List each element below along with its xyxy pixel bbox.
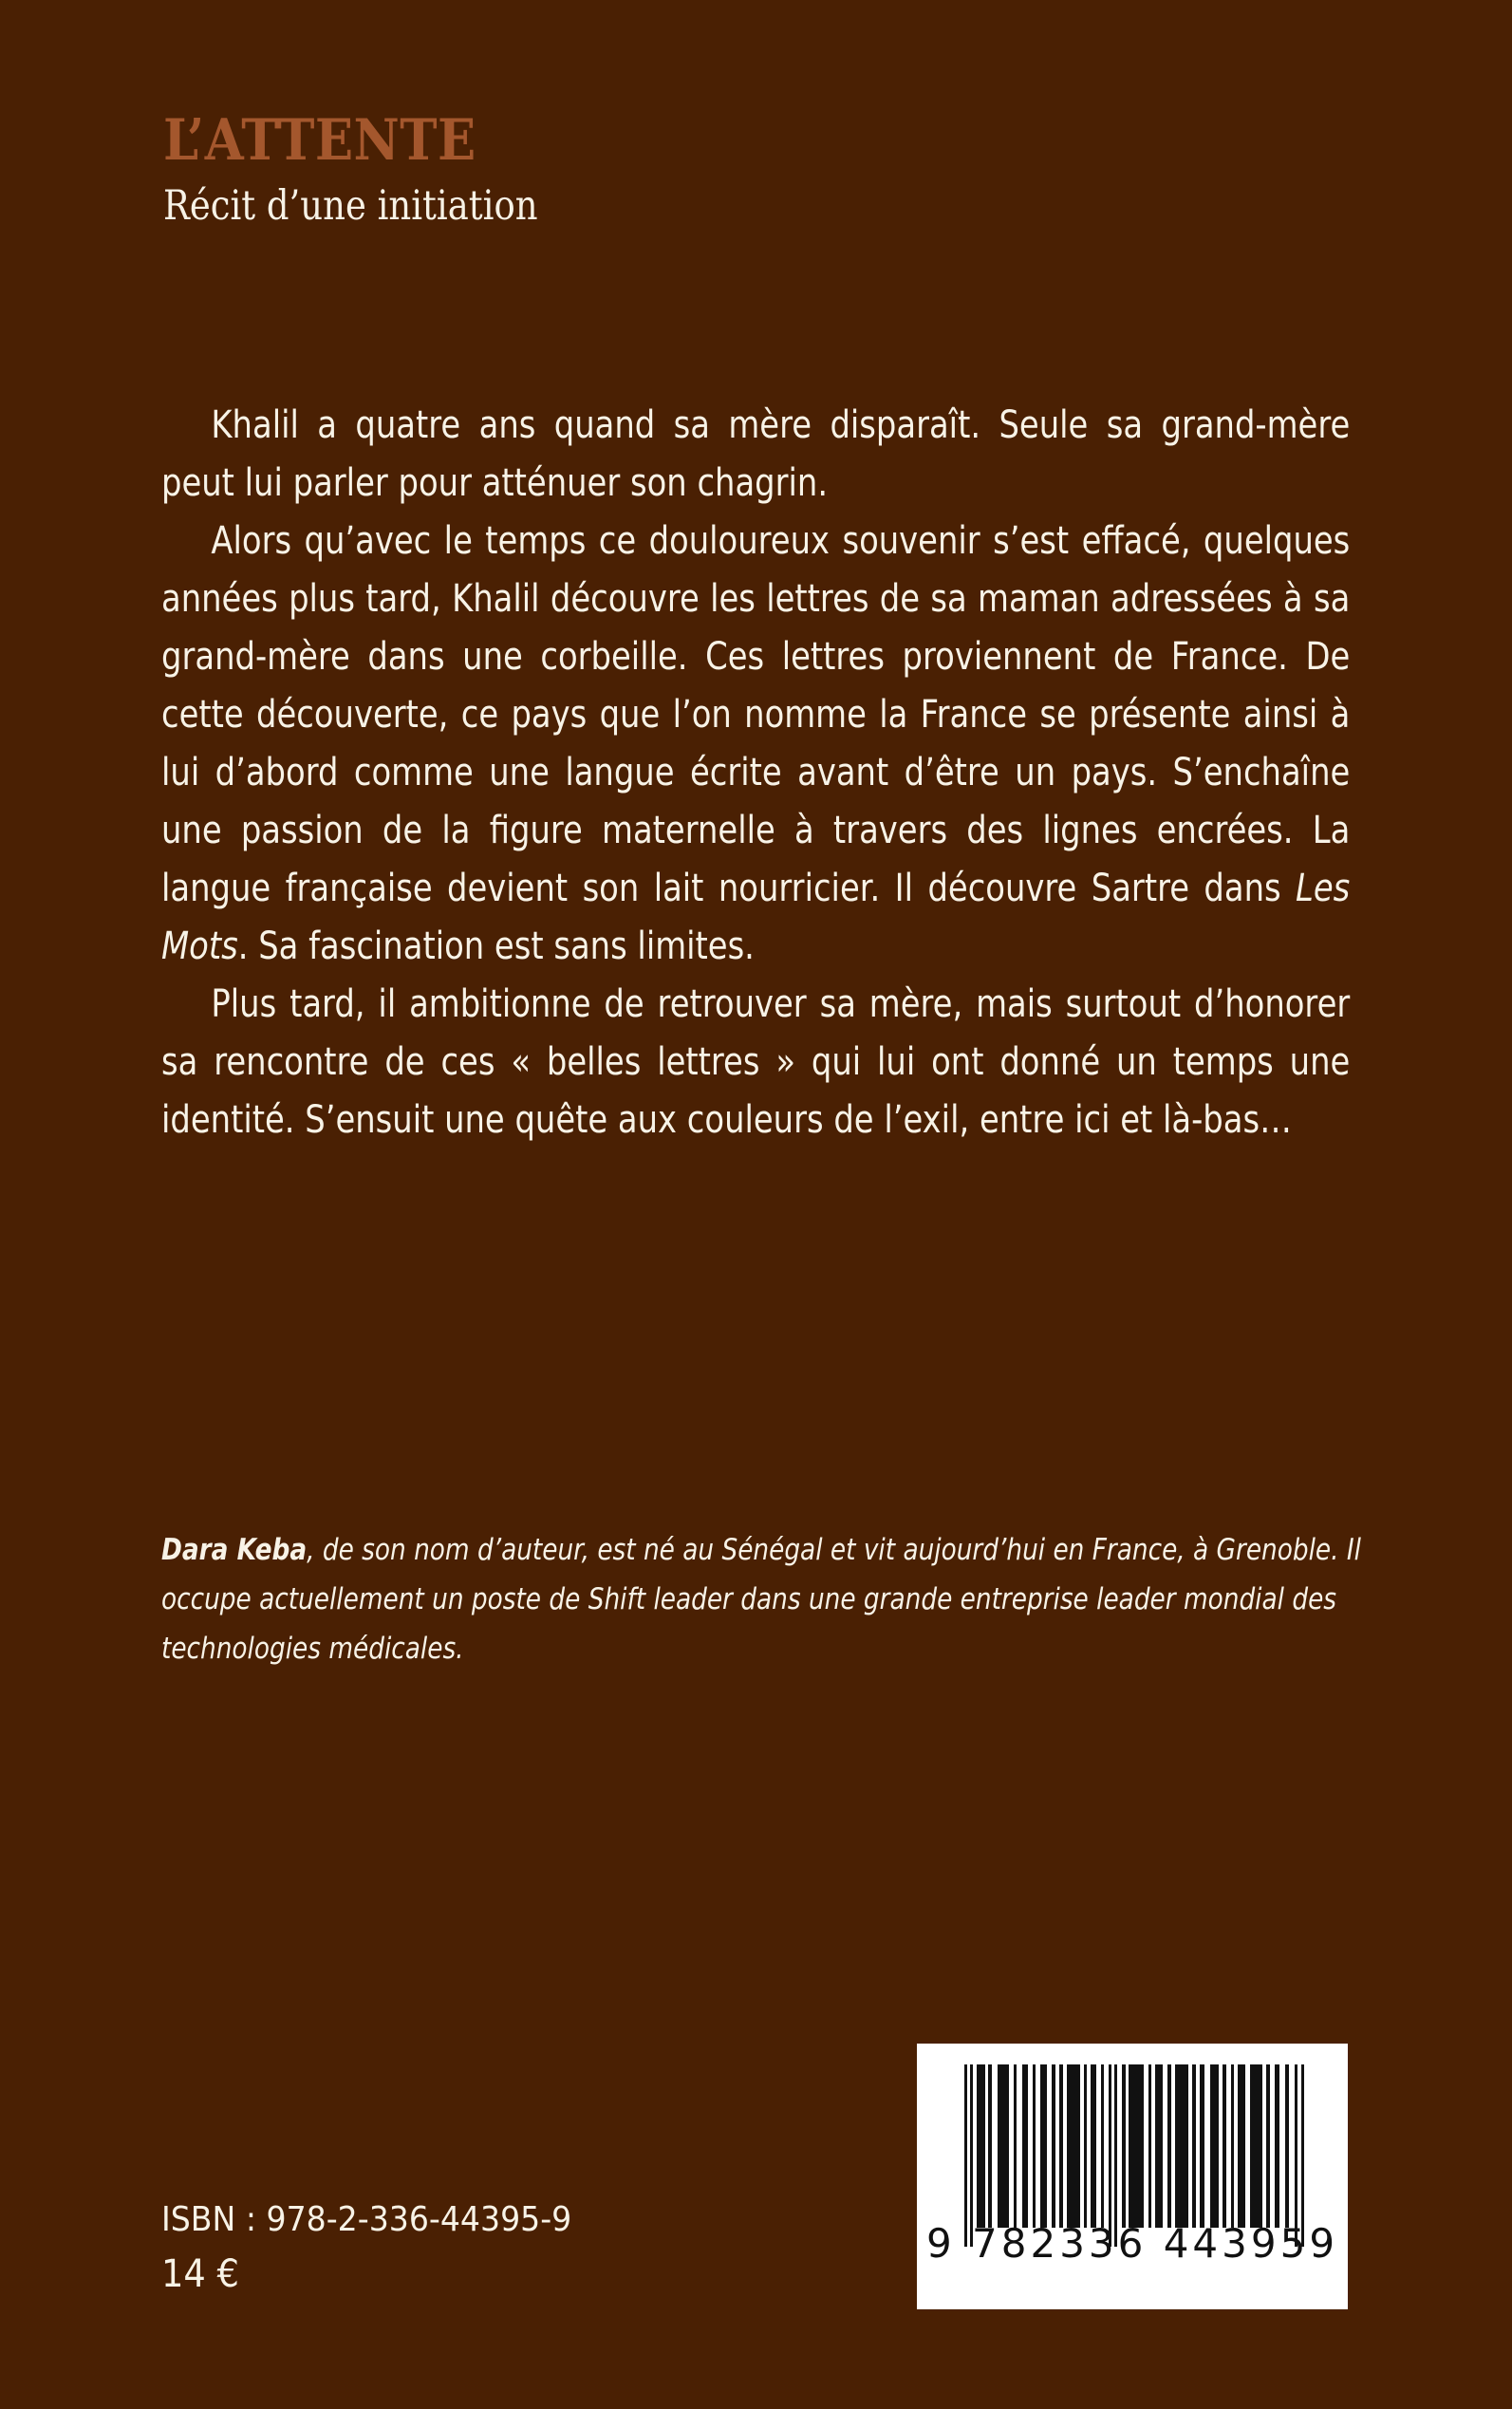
author-bio-text: , de son nom d’auteur, est né au Sénégal et vit aujourd’hui en France, à Grenoble. Il occupe actuellement un poste de Shift leader dans une grande entreprise leader mondial des technologies médicales.	[161, 1533, 1361, 1666]
page-title: L’ATTENTE	[163, 107, 476, 174]
blurb-paragraph-1: Khalil a quatre ans quand sa mère disparaît. Seule sa grand-mère peut lui parler pour atténuer son chagrin.	[161, 403, 1351, 505]
author-bio	[161, 1525, 1372, 1673]
barcode-panel	[917, 2044, 1348, 2309]
blurb-text	[161, 397, 1350, 1149]
price-text: 14 €	[161, 2252, 239, 2296]
author-name: Dara Keba	[161, 1533, 308, 1567]
page-subtitle: Récit d’une initiation	[163, 182, 538, 230]
blurb-paragraph-2-head: Alors qu’avec le temps ce douloureux souvenir s’est effacé, quelques années plus tard, Khalil découvre les lettres de sa maman adressées à sa grand-mère dans une corbeille. Ces lettres proviennent de France. De cette découverte, ce pays que l’on nomme la France se présente ainsi à lui d’abord comme une langue écrite avant d’être un pays. S’enchaîne une passion de la figure maternelle à travers des lignes encrées. La langue française devient son lait nourricier. Il découvre Sartre dans	[161, 519, 1351, 910]
blurb-paragraph-2	[161, 513, 1350, 976]
blurb-paragraph-2-tail: . Sa fascination est sans limites.	[237, 924, 755, 968]
blurb-paragraph-3: Plus tard, il ambitionne de retrouver sa mère, mais surtout d’honorer sa rencontre de ces « belles lettres » qui lui ont donné un temps une identité. S’ensuit une quête aux couleurs de l’exil, entre ici et là-bas…	[161, 982, 1351, 1142]
work-title-les-mots: Les Mots	[161, 867, 1351, 968]
isbn-text: ISBN : 978-2-336-44395-9	[161, 2200, 572, 2239]
barcode-digits: 9 782336 443959	[925, 2220, 1339, 2267]
title-block	[163, 107, 1350, 230]
isbn-price-block	[161, 2198, 607, 2299]
